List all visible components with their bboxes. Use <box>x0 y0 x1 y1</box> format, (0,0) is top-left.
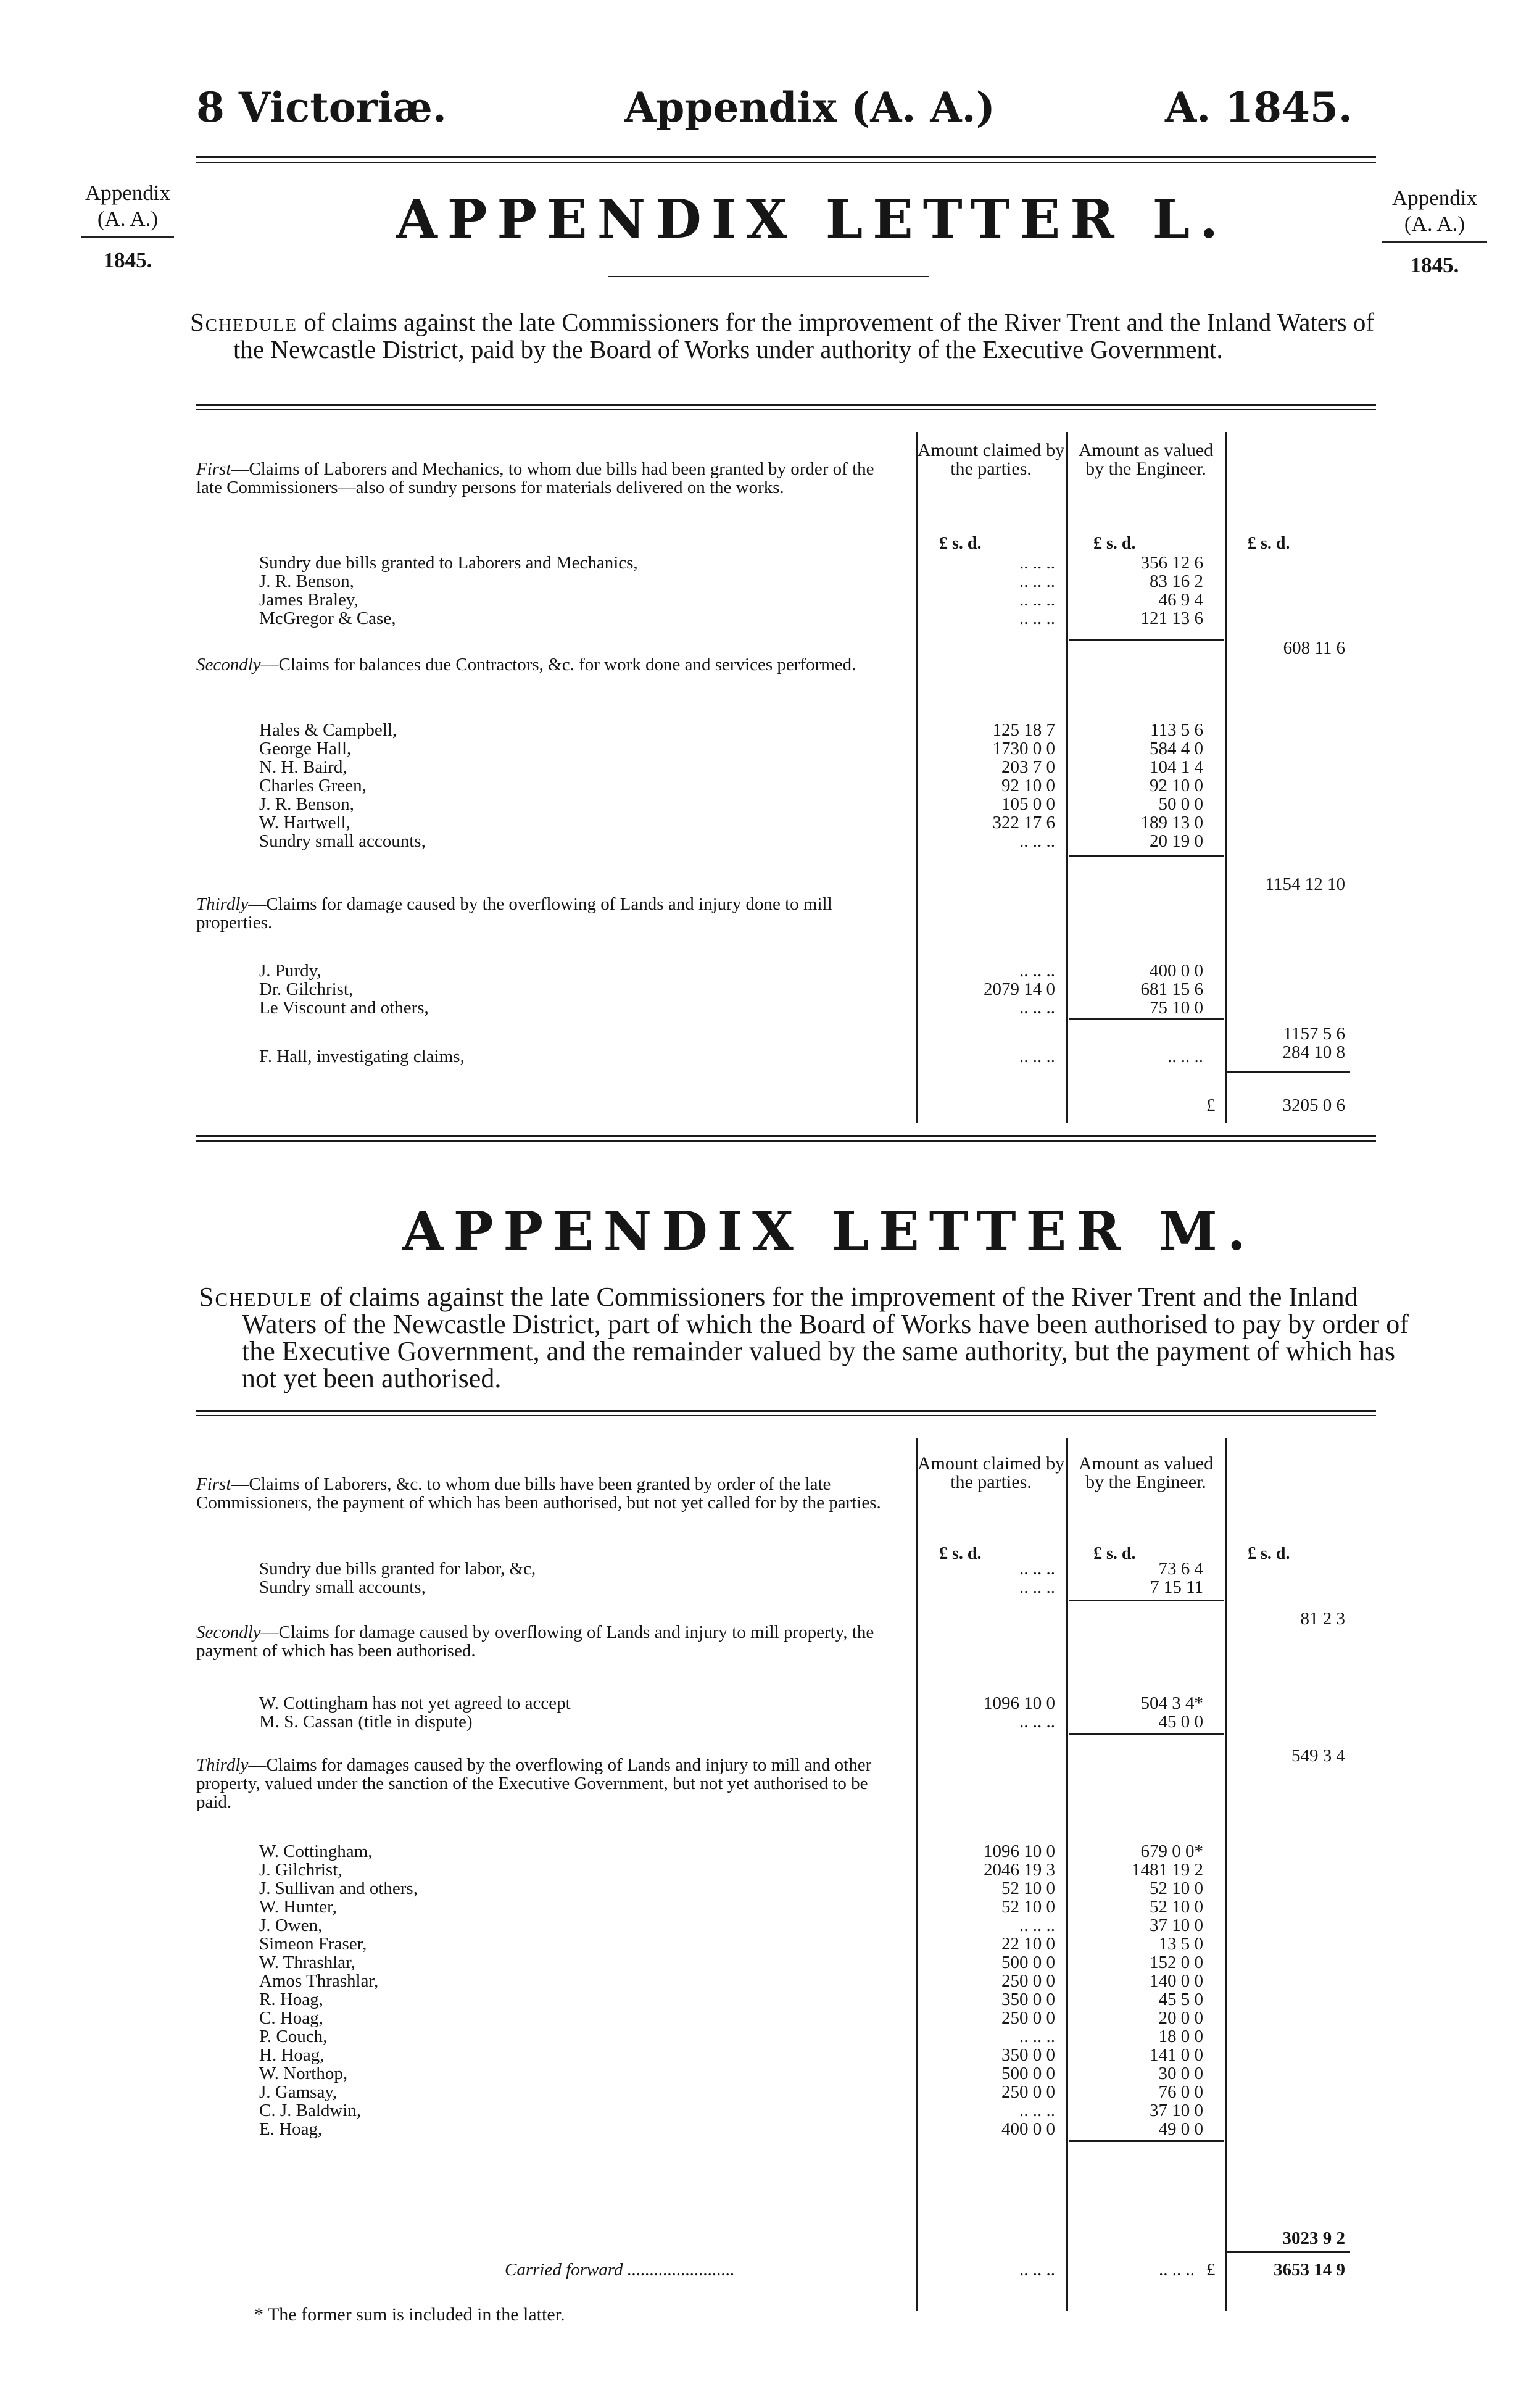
carried-valued: .. .. .. <box>1159 2260 1195 2280</box>
column-divider <box>1225 432 1227 1123</box>
section-label: Secondly <box>196 655 261 675</box>
table-row: Le Viscount and others, <box>259 998 429 1018</box>
hall-total: 284 10 8 <box>1282 1042 1345 1062</box>
table-row: C. Hoag, <box>259 2008 323 2028</box>
sidenote-right <box>1382 185 1487 278</box>
table-row: J. Sullivan and others, <box>259 1879 418 1898</box>
third-claimed <box>919 961 1055 1017</box>
second-claimed <box>919 1694 1055 1731</box>
cell-claimed: 1096 10 0 <box>984 1841 1055 1861</box>
table-row: W. Thrashlar, <box>259 1953 355 1972</box>
subtotal-rule <box>1069 1018 1224 1020</box>
table-row: J. R. Benson, <box>259 571 354 591</box>
cell-valued: 37 10 0 <box>1150 2101 1203 2120</box>
sidenote-label-2: (A. A.) <box>97 207 159 231</box>
table-row: George Hall, <box>259 739 352 758</box>
column-divider <box>916 432 918 1123</box>
sidenote-year: 1845. <box>81 236 174 273</box>
table-row: Sundry due bills granted to Laborers and Mechanics, <box>259 553 638 573</box>
cell-claimed: 322 17 6 <box>992 813 1055 832</box>
first-claimed <box>919 1559 1055 1596</box>
cell-claimed: 125 18 7 <box>992 720 1055 740</box>
first-names <box>259 1559 536 1596</box>
column-divider <box>916 1438 918 2311</box>
header-right: A. 1845. <box>1165 83 1353 131</box>
cell-claimed: .. .. .. <box>1019 1577 1055 1597</box>
cell-claimed: .. .. .. <box>1019 1712 1055 1732</box>
third-total: 3023 9 2 <box>1282 2228 1345 2248</box>
cell-valued: 356 12 6 <box>1140 553 1203 573</box>
second-claimed <box>919 721 1055 850</box>
table-row: E. Hoag, <box>259 2119 323 2139</box>
cell-valued: 7 15 11 <box>1150 1577 1203 1597</box>
cell-valued: 45 5 0 <box>1158 1990 1203 2009</box>
sidenote-label-1: Appendix <box>1391 186 1478 210</box>
table-row: W. Cottingham has not yet agreed to accept <box>259 1693 571 1713</box>
table-row: H. Hoag, <box>259 2045 325 2065</box>
table-row: J. Gilchrist, <box>259 1860 342 1880</box>
cell-valued: 1481 19 2 <box>1132 1860 1203 1880</box>
hall-row <box>259 1047 465 1066</box>
cell-claimed: .. .. .. <box>1019 553 1055 573</box>
second-names <box>259 1694 571 1731</box>
cell-valued: 75 10 0 <box>1150 998 1203 1018</box>
footnote: * The former sum is included in the latter. <box>254 2304 565 2325</box>
col-header-valued: Amount as valued by the Engineer. <box>1078 440 1214 479</box>
carried-total-rule <box>1227 2251 1350 2253</box>
table-row: James Braley, <box>259 590 358 610</box>
cell-valued: 20 19 0 <box>1150 831 1203 851</box>
table-row: W. Hartwell, <box>259 813 350 832</box>
section-second <box>196 655 900 674</box>
cell-valued: 504 3 4* <box>1140 1693 1203 1713</box>
table-row: M. S. Cassan (title in dispute) <box>259 1712 473 1732</box>
header-center: Appendix (A. A.) <box>624 83 995 131</box>
table-row: Dr. Gilchrist, <box>259 979 354 999</box>
cell-claimed: 500 0 0 <box>1001 2064 1055 2083</box>
cell-claimed: .. .. .. <box>1019 2101 1055 2120</box>
section-label: Secondly <box>196 1622 261 1642</box>
subtotal-rule <box>1069 1733 1224 1735</box>
lsd-header: £ s. d. <box>939 534 982 553</box>
table-row: W. Hunter, <box>259 1897 337 1917</box>
carried-label-text: Carried forward <box>505 2260 623 2280</box>
table-row: Simeon Fraser, <box>259 1934 367 1954</box>
cell-valued: 121 13 6 <box>1140 608 1203 628</box>
caption-rule-thin <box>196 409 1376 410</box>
cell-valued: 679 0 0* <box>1140 1841 1203 1861</box>
second-total: 1154 12 10 <box>1265 874 1345 894</box>
cell-valued: 189 13 0 <box>1140 813 1203 832</box>
cell-valued: 141 0 0 <box>1150 2045 1203 2065</box>
row-name: F. Hall, investigating claims, <box>259 1047 465 1066</box>
second-valued <box>1071 721 1203 850</box>
cell-claimed: .. .. .. <box>1019 1916 1055 1935</box>
cell-valued: 104 1 4 <box>1150 757 1203 777</box>
table-row: N. H. Baird, <box>259 757 347 777</box>
section-text: —Claims of Laborers and Mechanics, to whom due bills had been granted by order of the late Commissioners—also of sundry persons for materials delivered on the works. <box>196 459 874 497</box>
sidenote-label-1: Appendix <box>85 181 171 205</box>
caption-lead: Schedule <box>199 1282 313 1312</box>
section-label: First <box>196 459 231 479</box>
section-text: —Claims for balances due Contractors, &c. for work done and services performed. <box>260 655 856 675</box>
lsd-header: £ s. d. <box>1248 534 1290 553</box>
caption-rule-thin <box>196 1415 1376 1416</box>
subtotal-rule <box>1069 2140 1224 2142</box>
table-row: W. Cottingham, <box>259 1841 373 1861</box>
cell-claimed: 500 0 0 <box>1001 1953 1055 1972</box>
cell-claimed: 250 0 0 <box>1001 2082 1055 2102</box>
col-header-claimed: Amount claimed by the parties. <box>917 1453 1065 1492</box>
first-valued <box>1071 1559 1203 1596</box>
section-first <box>196 460 900 497</box>
second-total: 549 3 4 <box>1291 1746 1345 1766</box>
section-end-rule-thin <box>196 1140 1376 1142</box>
third-total: 1157 5 6 <box>1283 1024 1345 1044</box>
caption-text: of claims against the late Commissioners for the improvement of the River Trent and the Inland Waters of the Newcastle District, part of which the Board of Works have been authorised to pay by order of the Executive Government, and the remainder valued by the same authority, but the payment of which has not yet been authorised. <box>242 1282 1409 1393</box>
cell-valued: 400 0 0 <box>1150 961 1203 981</box>
table-row: Amos Thrashlar, <box>259 1971 379 1991</box>
carried-forward-label <box>505 2261 735 2279</box>
second-valued <box>1071 1694 1203 1731</box>
section-third <box>196 1756 900 1811</box>
cell-valued: 13 5 0 <box>1158 1934 1203 1954</box>
cell-valued: 52 10 0 <box>1150 1879 1203 1898</box>
cell-valued: 52 10 0 <box>1150 1897 1203 1917</box>
col-header-valued: Amount as valued by the Engineer. <box>1078 1453 1214 1492</box>
cell-claimed: 22 10 0 <box>1001 1934 1055 1954</box>
subtotal-rule <box>1069 855 1224 857</box>
section-text: —Claims for damage caused by the overflowing of Lands and injury done to mill properties. <box>196 894 832 932</box>
cell-claimed: .. .. .. <box>1019 1559 1055 1579</box>
cell-valued: 113 5 6 <box>1150 720 1203 740</box>
section-third <box>196 895 900 932</box>
cell-claimed: 92 10 0 <box>1001 776 1055 795</box>
lsd-header: £ s. d. <box>939 1544 982 1563</box>
third-names <box>259 961 429 1017</box>
section-second <box>196 1623 900 1660</box>
letter-l-title: APPENDIX LETTER L. <box>396 188 1229 251</box>
cell-claimed: 2079 14 0 <box>984 979 1055 999</box>
cell-valued: 37 10 0 <box>1150 1916 1203 1935</box>
third-claimed <box>919 1842 1055 2138</box>
column-divider <box>1066 432 1068 1123</box>
table-row: McGregor & Case, <box>259 608 396 628</box>
third-valued <box>1071 1842 1203 2138</box>
cell-valued: 45 0 0 <box>1158 1712 1203 1732</box>
carried-symbol: £ <box>1206 2260 1216 2280</box>
cell-valued: 681 15 6 <box>1140 979 1203 999</box>
cell-claimed: 400 0 0 <box>1001 2119 1055 2139</box>
cell-claimed: .. .. .. <box>1019 831 1055 851</box>
cell-claimed: .. .. .. <box>1019 998 1055 1018</box>
first-valued <box>1071 554 1203 628</box>
cell-valued: 92 10 0 <box>1150 776 1203 795</box>
cell-claimed: 1730 0 0 <box>992 739 1055 758</box>
cell-claimed: 52 10 0 <box>1001 1897 1055 1917</box>
caption-rule <box>196 1410 1376 1412</box>
cell-valued: 140 0 0 <box>1150 1971 1203 1991</box>
cell-claimed: 1096 10 0 <box>984 1693 1055 1713</box>
sidenote-left <box>81 180 174 273</box>
cell-claimed: .. .. .. <box>1019 590 1055 610</box>
cell-valued: 20 0 0 <box>1158 2008 1203 2028</box>
cell-valued: 73 6 4 <box>1158 1559 1203 1579</box>
subtotal-rule <box>1069 639 1224 641</box>
grand-total: 3205 0 6 <box>1282 1095 1345 1115</box>
table-row: Sundry small accounts, <box>259 1577 426 1597</box>
lsd-header: £ s. d. <box>1093 1544 1136 1563</box>
header-rule-thin <box>196 162 1376 163</box>
cell-claimed: 2046 19 3 <box>984 1860 1055 1880</box>
cell-valued: 584 4 0 <box>1150 739 1203 758</box>
grand-total-symbol: £ <box>1206 1095 1216 1115</box>
cell-claimed: .. .. .. <box>1019 608 1055 628</box>
section-text: —Claims for damages caused by the overflowing of Lands and injury to mill and other property, valued under the sanction of the Executive Government, but not yet authorised to be paid. <box>196 1755 872 1812</box>
table-row: J. Purdy, <box>259 961 321 981</box>
table-row: C. J. Baldwin, <box>259 2101 362 2120</box>
caption-rule <box>196 404 1376 406</box>
section-first <box>196 1475 900 1512</box>
cell-valued: 152 0 0 <box>1150 1953 1203 1972</box>
first-claimed <box>919 554 1055 628</box>
caption-lead: Schedule <box>190 308 298 336</box>
second-names <box>259 721 426 850</box>
cell-valued: 76 0 0 <box>1158 2082 1203 2102</box>
cell-valued: 50 0 0 <box>1158 794 1203 814</box>
header-rule <box>196 156 1376 158</box>
letter-l-caption <box>190 309 1406 363</box>
table-row: Sundry small accounts, <box>259 831 426 851</box>
carried-total: 3653 14 9 <box>1274 2260 1345 2280</box>
table-row: Charles Green, <box>259 776 367 795</box>
cell-claimed: 203 7 0 <box>1001 757 1055 777</box>
table-row: J. Gamsay, <box>259 2082 338 2102</box>
cell-claimed: .. .. .. <box>1019 571 1055 591</box>
table-row: J. R. Benson, <box>259 794 354 814</box>
cell-valued: 83 16 2 <box>1150 571 1203 591</box>
third-valued <box>1071 961 1203 1017</box>
section-label: First <box>196 1474 231 1494</box>
first-total: 608 11 6 <box>1283 638 1345 658</box>
title-underline <box>608 276 929 277</box>
cell-valued: 30 0 0 <box>1158 2064 1203 2083</box>
letter-m-title: APPENDIX LETTER M. <box>402 1200 1256 1263</box>
cell-claimed: .. .. .. <box>1019 2027 1055 2046</box>
cell-claimed: 350 0 0 <box>1001 1990 1055 2009</box>
cell-valued: 49 0 0 <box>1158 2119 1203 2139</box>
cell-claimed: 52 10 0 <box>1001 1879 1055 1898</box>
cell-valued: 18 0 0 <box>1158 2027 1203 2046</box>
cell-claimed: .. .. .. <box>1019 961 1055 981</box>
cell-claimed: 350 0 0 <box>1001 2045 1055 2065</box>
caption-text: of claims against the late Commissioners for the improvement of the River Trent and the Inland Waters of the Newcastle District, paid by the Board of Works under authority of the Executive Government. <box>233 308 1375 363</box>
column-divider <box>1225 1438 1227 2311</box>
table-row: Hales & Campbell, <box>259 720 397 740</box>
table-row: W. Northop, <box>259 2064 348 2083</box>
first-total: 81 2 3 <box>1300 1609 1345 1629</box>
section-label: Thirdly <box>196 894 249 914</box>
letter-m-caption <box>199 1284 1414 1392</box>
first-names <box>259 554 638 628</box>
cell-claimed: 250 0 0 <box>1001 2008 1055 2028</box>
dot-leader: ........................ <box>623 2260 735 2280</box>
cell-valued: 46 9 4 <box>1158 590 1203 610</box>
third-names <box>259 1842 418 2138</box>
section-end-rule <box>196 1135 1376 1137</box>
section-label: Thirdly <box>196 1755 249 1775</box>
column-divider <box>1066 1438 1068 2311</box>
lsd-header: £ s. d. <box>1093 534 1136 553</box>
grand-total-rule <box>1227 1071 1350 1073</box>
lsd-header: £ s. d. <box>1248 1544 1290 1563</box>
header-left: 8 Victoriæ. <box>196 83 447 131</box>
subtotal-rule <box>1069 1600 1224 1601</box>
hall-valued: .. .. .. <box>1167 1047 1203 1066</box>
table-row: P. Couch, <box>259 2027 328 2046</box>
carried-claimed: .. .. .. <box>1019 2260 1055 2280</box>
table-row: R. Hoag, <box>259 1990 323 2009</box>
sidenote-label-2: (A. A.) <box>1404 212 1465 236</box>
sidenote-year: 1845. <box>1382 241 1487 278</box>
col-header-claimed: Amount claimed by the parties. <box>917 440 1065 479</box>
section-text: —Claims of Laborers, &c. to whom due bills have been granted by order of the late Commissioners, the payment of which has been authorised, but not yet called for by the parties. <box>196 1474 881 1513</box>
cell-claimed: 250 0 0 <box>1001 1971 1055 1991</box>
table-row: Sundry due bills granted for labor, &c, <box>259 1559 536 1579</box>
section-text: —Claims for damage caused by overflowing of Lands and injury to mill property, the payment of which has been authorised. <box>196 1622 874 1661</box>
cell-claimed: 105 0 0 <box>1001 794 1055 814</box>
hall-claimed: .. .. .. <box>1019 1047 1055 1066</box>
table-row: J. Owen, <box>259 1916 323 1935</box>
